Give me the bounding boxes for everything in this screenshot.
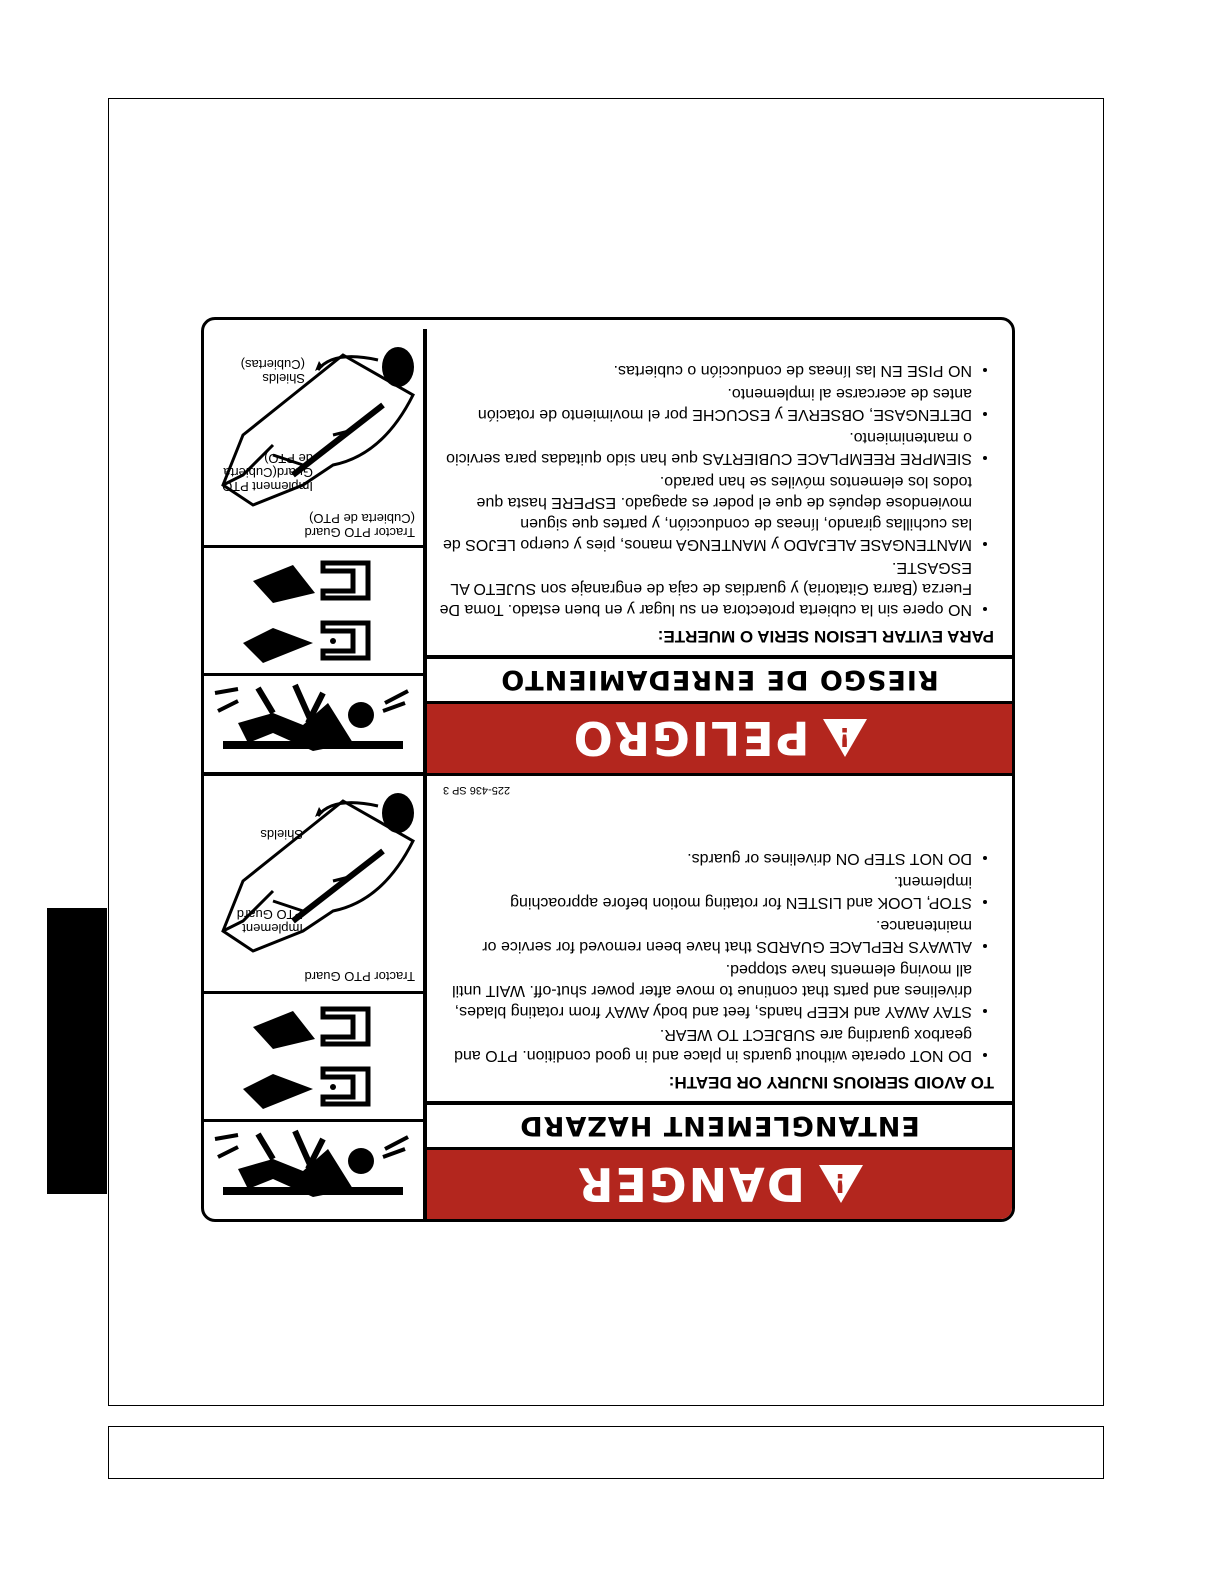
decal-code: 225-436 SP 3: [443, 784, 511, 796]
list-item: • DETENGASE, OBSERVE y ESCUCHE por el movimiento de rotación antes de acercarse al implemento.: [437, 383, 972, 425]
instruction-list: [437, 360, 994, 620]
english-panel: [204, 775, 1012, 1219]
pto-guard-diagram: [204, 329, 423, 545]
entanglement-pictogram: [204, 1119, 423, 1219]
english-text-column: [427, 775, 1012, 1219]
spanish-panel: [204, 329, 1012, 773]
safety-alert-icon: !: [823, 720, 867, 758]
safety-alert-icon: !: [819, 1166, 863, 1204]
list-item: • NO opere sin la cubierta protectora en su lugar y en buen estado. Toma De Fuerza (Barra Gitatoria) y guardias de caja de engranaje son SUJETO AL ESGASTE.: [437, 557, 972, 620]
instruction-list: [437, 848, 994, 1066]
tractor-guard-label: Tractor PTO Guard: [304, 969, 415, 984]
keep-away-hands-pictogram: [204, 545, 423, 673]
instructions: [427, 329, 1012, 655]
pto-guard-diagram: [204, 775, 423, 991]
shields-label: Shields (Cubiertas): [240, 357, 305, 386]
list-item: • DO NOT operate without guards in place and in good condition. PTO and gearbox guarding are SUBJECT TO WEAR.: [437, 1024, 972, 1066]
signal-word: DANGER: [576, 1157, 805, 1212]
implement-guard-label: Implement PTO Guard: [236, 907, 303, 936]
safety-decal: [201, 317, 1015, 1222]
implement-guard-label: Implement PTO Guard(Cubierta de PTO): [222, 451, 313, 494]
hazard-title: ENTANGLEMENT HAZARD: [427, 1101, 1012, 1147]
english-pictograms: [204, 775, 427, 1219]
footer-box: [108, 1426, 1104, 1479]
instructions: [427, 775, 1012, 1101]
avoid-heading: TO AVOID SERIOUS INJURY OR DEATH:: [668, 1073, 994, 1092]
tractor-guard-label: Tractor PTO Guard (Cubierta de PTO): [304, 511, 415, 540]
list-item: • NO PISE EN las líneas de conducción o cubiertas.: [437, 360, 972, 381]
entanglement-pictogram: [204, 673, 423, 773]
list-item: • SIEMPRE REEMPLACE CUBIERTAS que han sido quitadas para servicio o mantenimiento.: [437, 427, 972, 469]
avoid-heading: PARA EVITAR LESION SERIA O MUERTE:: [657, 627, 994, 646]
signal-word: PELIGRO: [571, 711, 810, 766]
spanish-pictograms: [204, 329, 427, 773]
list-item: • DO NOT STEP ON drivelines or guards.: [437, 848, 972, 869]
list-item: • STAY AWAY and KEEP hands, feet and body AWAY from rotating blades, drivelines and parts that continue to move after power shut-off. WAIT until all moving elements have stopped.: [437, 959, 972, 1022]
list-item: • STOP, LOOK and LISTEN for rotating motion before approaching implement.: [437, 871, 972, 913]
danger-banner: [427, 1147, 1012, 1219]
peligro-banner: [427, 701, 1012, 773]
section-tab: [47, 908, 107, 1194]
spanish-text-column: [427, 329, 1012, 773]
hazard-title: RIESGO DE ENREDAMIENTO: [427, 655, 1012, 701]
list-item: • MANTENGASE ALEJADO y MANTENGA manos, pies y cuerpo LEJOS de las cuchillas girando, líneas de conducción, y partes que siguen moviendose depués de que el poder es apagado. ESPERE hasta que todos los elementos móviles se han parado.: [437, 471, 972, 555]
keep-away-hands-pictogram: [204, 991, 423, 1119]
shields-label: Shields: [260, 827, 303, 842]
list-item: • ALWAYS REPLACE GUARDS that have been removed for service or maintenance.: [437, 915, 972, 957]
